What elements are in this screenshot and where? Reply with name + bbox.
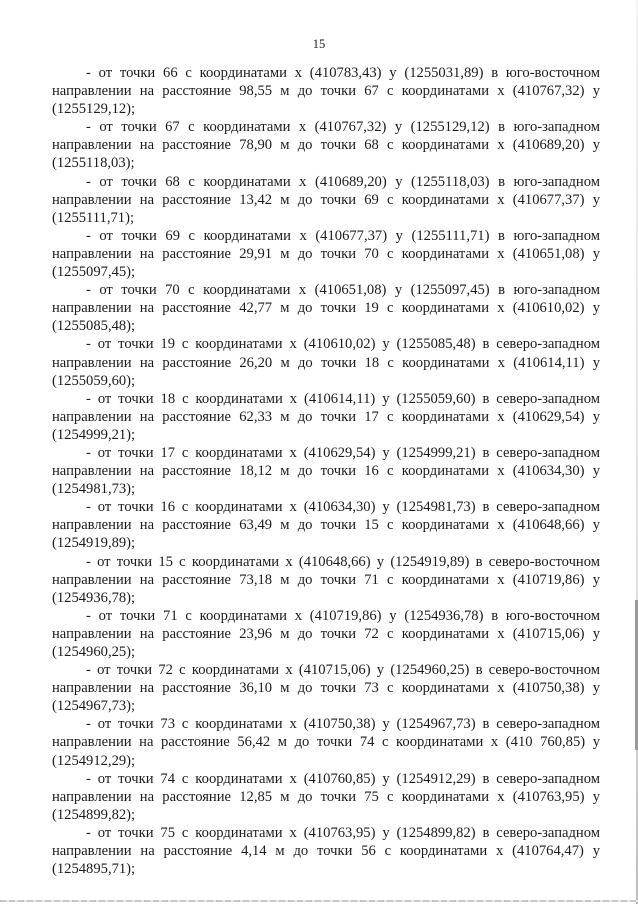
page-number: 15 [312, 37, 326, 51]
boundary-description [52, 64, 600, 878]
boundary-segment-73-74: - от точки 73 с координатами х (410750,38) у (1254967,73) в северо-западном направлении на расстояние 56,42 м до точки 74 с координатами х (410 760,85) у (1254912,29); [52, 716, 600, 769]
boundary-segment-17-16: - от точки 17 с координатами х (410629,54) у (1254999,21) в северо-западном направлении на расстояние 18,12 м до точки 16 с координатами х (410634,30) у (1254981,73); [52, 444, 600, 498]
scan-bottom-edge [0, 900, 638, 902]
boundary-segment-15-71: - от точки 15 с координатами х (410648,66) у (1254919,89) в северо-восточном направлении на расстояние 73,18 м до точки 71 с координатами х (410719,86) у (1254936,78); [52, 553, 600, 606]
boundary-segment-75-56: - от точки 75 с координатами х (410763,95) у (1254899,82) в северо-западном направлении на расстояние 4,14 м до точки 56 с координатами х (410764,47) у (1254895,71); [52, 824, 600, 878]
boundary-segment-67-68: - от точки 67 с координатами х (410767,32) у (1255129,12) в юго-западном направлении на расстояние 78,90 м до точки 68 с координатами х (410689,20) у (1255118,03); [52, 119, 600, 172]
boundary-segment-66-67: - от точки 66 с координатами х (410783,43) у (1255031,89) в юго-восточном направлении на расстояние 98,55 м до точки 67 с координатами х (410767,32) у (1255129,12); [52, 65, 600, 118]
boundary-segment-68-69: - от точки 68 с координатами х (410689,20) у (1255118,03) в юго-западном направлении на расстояние 13,42 м до точки 69 с координатами х (410677,37) у (1255111,71); [52, 173, 600, 226]
boundary-segment-74-75: - от точки 74 с координатами х (410760,85) у (1254912,29) в северо-западном направлении на расстояние 12,85 м до точки 75 с координатами х (410763,95) у (1254899,82); [52, 770, 600, 823]
boundary-segment-70-19: - от точки 70 с координатами х (410651,08) у (1255097,45) в юго-западном направлении на расстояние 42,77 м до точки 19 с координатами х (410610,02) у (1255085,48); [52, 282, 600, 335]
boundary-segment-16-15: - от точки 16 с координатами х (410634,30) у (1254981,73) в северо-западном направлении на расстояние 63,49 м до точки 15 с координатами х (410648,66) у (1254919,89); [52, 499, 600, 552]
boundary-segment-18-17: - от точки 18 с координатами х (410614,11) у (1255059,60) в северо-западном направлении на расстояние 62,33 м до точки 17 с координатами х (410629,54) у (1254999,21); [52, 390, 600, 443]
boundary-segment-71-72: - от точки 71 с координатами х (410719,86) у (1254936,78) в юго-восточном направлении на расстояние 23,96 м до точки 72 с координатами х (410715,06) у (1254960,25); [52, 607, 600, 660]
boundary-segment-72-73: - от точки 72 с координатами х (410715,06) у (1254960,25) в северо-восточном направлении на расстояние 36,10 м до точки 73 с координатами х (410750,38) у (1254967,73); [52, 662, 600, 715]
boundary-segment-19-18: - от точки 19 с координатами х (410610,02) у (1255085,48) в северо-западном направлении на расстояние 26,20 м до точки 18 с координатами х (410614,11) у (1255059,60); [52, 336, 600, 389]
boundary-segment-69-70: - от точки 69 с координатами х (410677,37) у (1255111,71) в юго-западном направлении на расстояние 29,91 м до точки 70 с координатами х (410651,08) у (1255097,45); [52, 227, 600, 281]
